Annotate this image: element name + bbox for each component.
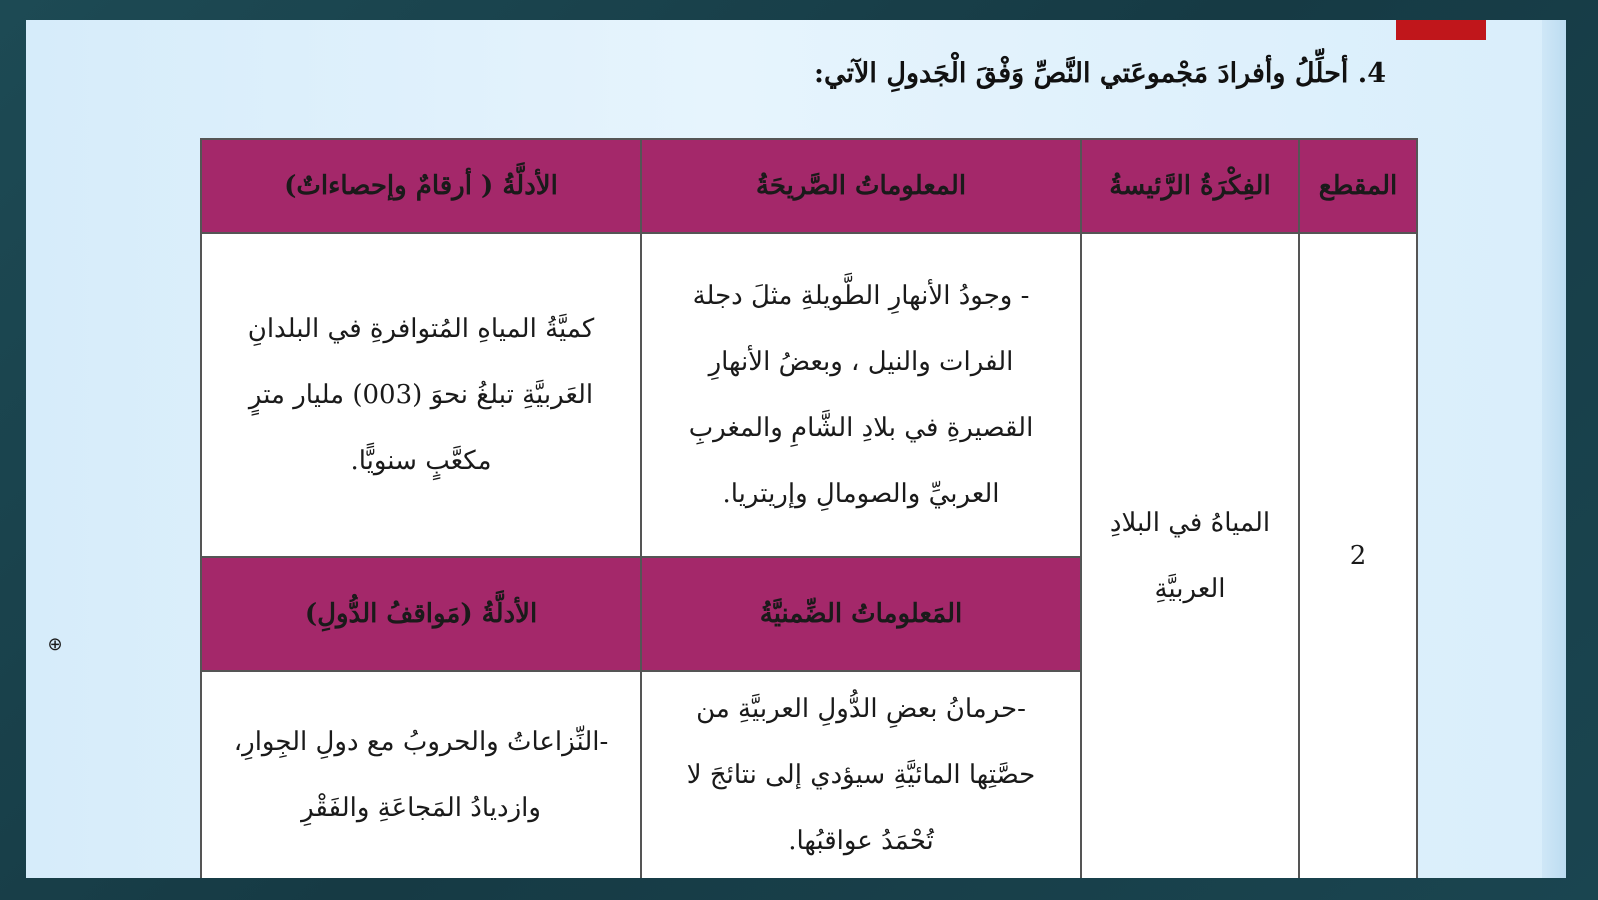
header-section: المقطع xyxy=(1299,139,1417,233)
implicit-info-cell: -حرمانُ بعضِ الدُّولِ العربيَّةِ من حصَّتِها المائيَّةِ سيؤدي إلى نتائجَ لا تُحْمَدُ عواقبُها. xyxy=(641,671,1081,878)
main-idea-cell: المياهُ في البلادِ العربيَّةِ xyxy=(1081,233,1299,878)
header-evidence-numbers: الأدلَّةُ ( أرقامٌ وإحصاءاتٌ) xyxy=(201,139,641,233)
slide-edge xyxy=(1542,20,1566,878)
table-header-row xyxy=(201,139,1417,233)
explicit-info-cell: - وجودُ الأنهارِ الطَّويلةِ مثلَ دجلة الفرات والنيل ، وبعضُ الأنهارِ القصيرةِ في بلادِ الشَّامِ والمغربِ العربيِّ والصومالِ وإريتريا. xyxy=(641,233,1081,557)
header-explicit-info: المعلوماتُ الصَّريحَةُ xyxy=(641,139,1081,233)
slide xyxy=(26,20,1566,878)
question-heading: 4. أحلِّلُ وأفرادَ مَجْموعَتي النَّصِّ وَفْقَ الْجَدولِ الآتي: xyxy=(814,58,1386,89)
accent-tab xyxy=(1396,20,1486,40)
analysis-table xyxy=(200,138,1418,878)
header-main-idea: الفِكْرَةُ الرَّئيسةُ xyxy=(1081,139,1299,233)
header-evidence-positions: الأدلَّةُ (مَواقفُ الدُّولِ) xyxy=(201,557,641,671)
evidence-numbers-cell: كميَّةُ المياهِ المُتوافرةِ في البلدانِ العَربيَّةِ تبلغُ نحوَ (003) مليار مترٍ مكعَّبٍ سنويًّا. xyxy=(201,233,641,557)
section-number: 2 xyxy=(1299,233,1417,878)
crosshair-icon[interactable]: ⊕ xyxy=(47,634,63,655)
evidence-positions-cell: -النِّزاعاتُ والحروبُ مع دولِ الجِوارِ، وازديادُ المَجاعَةِ والفَقْرِ xyxy=(201,671,641,878)
header-implicit-info: المَعلوماتُ الضِّمنيَّةُ xyxy=(641,557,1081,671)
table-row xyxy=(201,233,1417,557)
